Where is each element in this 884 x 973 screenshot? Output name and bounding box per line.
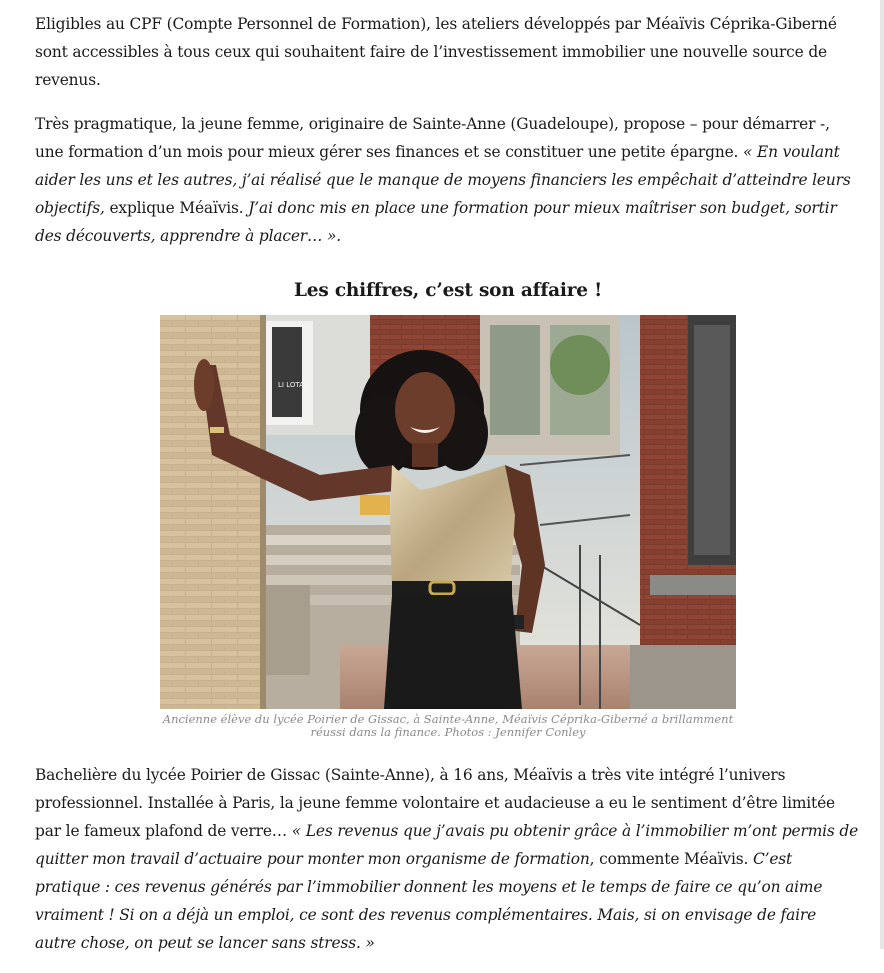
quote-italic: « Les revenus que j’avais pu obtenir grâce à l’immobilier m’ont permis de quitter mon travail d’actuaire pour monter mon organisme de formation [35, 822, 859, 868]
shop-sign-text: LI LOTAN [278, 381, 310, 389]
portrait-photo [160, 315, 736, 709]
paragraph-parcours [35, 761, 861, 957]
quote-attribution: explique Méaïvis. [104, 199, 249, 217]
scrollbar[interactable] [880, 0, 884, 949]
quote-italic: C’est pratique : ces revenus générés par l’immobilier donnent les moyens et le temps de faire ce qu’on aime vraiment ! Si on a déjà un emploi, ce sont des revenus complémentaires. Mais, si on envisage de faire autre chose, on peut se lancer sans stress. » [35, 850, 823, 952]
photo-illustration [160, 315, 736, 709]
paragraph-text: Eligibles au CPF (Compte Personnel de Formation), les ateliers développés par Méaïvis Céprika-Giberné sont accessibles à tous ceux qui souhaitent faire de l’investissement immobilier une nouvelle source de revenus. [35, 15, 837, 89]
quote-italic: J’ai donc mis en place une formation pour mieux maîtriser son budget, sortir des découverts, apprendre à placer… ». [35, 199, 837, 245]
section-heading: Les chiffres, c’est son affaire ! [293, 280, 603, 301]
paragraph-text: Très pragmatique, la jeune femme, originaire de Sainte-Anne (Guadeloupe), propose – pour démarrer -, une formation d’un mois pour mieux gérer ses finances et se constituer une petite épargne. [35, 115, 830, 161]
article [35, 10, 861, 973]
quote-italic: « En voulant aider les uns et les autres, j’ai réalisé que le manque de moyens financiers les empêchait d’atteindre leurs objectifs, [35, 143, 851, 217]
paragraph-text: Bachelière du lycée Poirier de Gissac (Sainte-Anne), à 16 ans, Méaïvis a très vite intégré l’univers professionnel. Installée à Paris, la jeune femme volontaire et audacieuse a eu le sentiment d’être limitée par le fameux plafond de verre… [35, 766, 836, 840]
paragraph-cpf [35, 10, 861, 94]
photo-caption: Ancienne élève du lycée Poirier de Gissac, à Sainte-Anne, Méaïvis Céprika-Giberné a brillamment réussi dans la finance. Photos : Jennifer Conley [162, 712, 734, 739]
paragraph-formation [35, 110, 861, 250]
quote-attribution: , commente Méaïvis. [589, 850, 753, 868]
article-figure [160, 315, 736, 739]
